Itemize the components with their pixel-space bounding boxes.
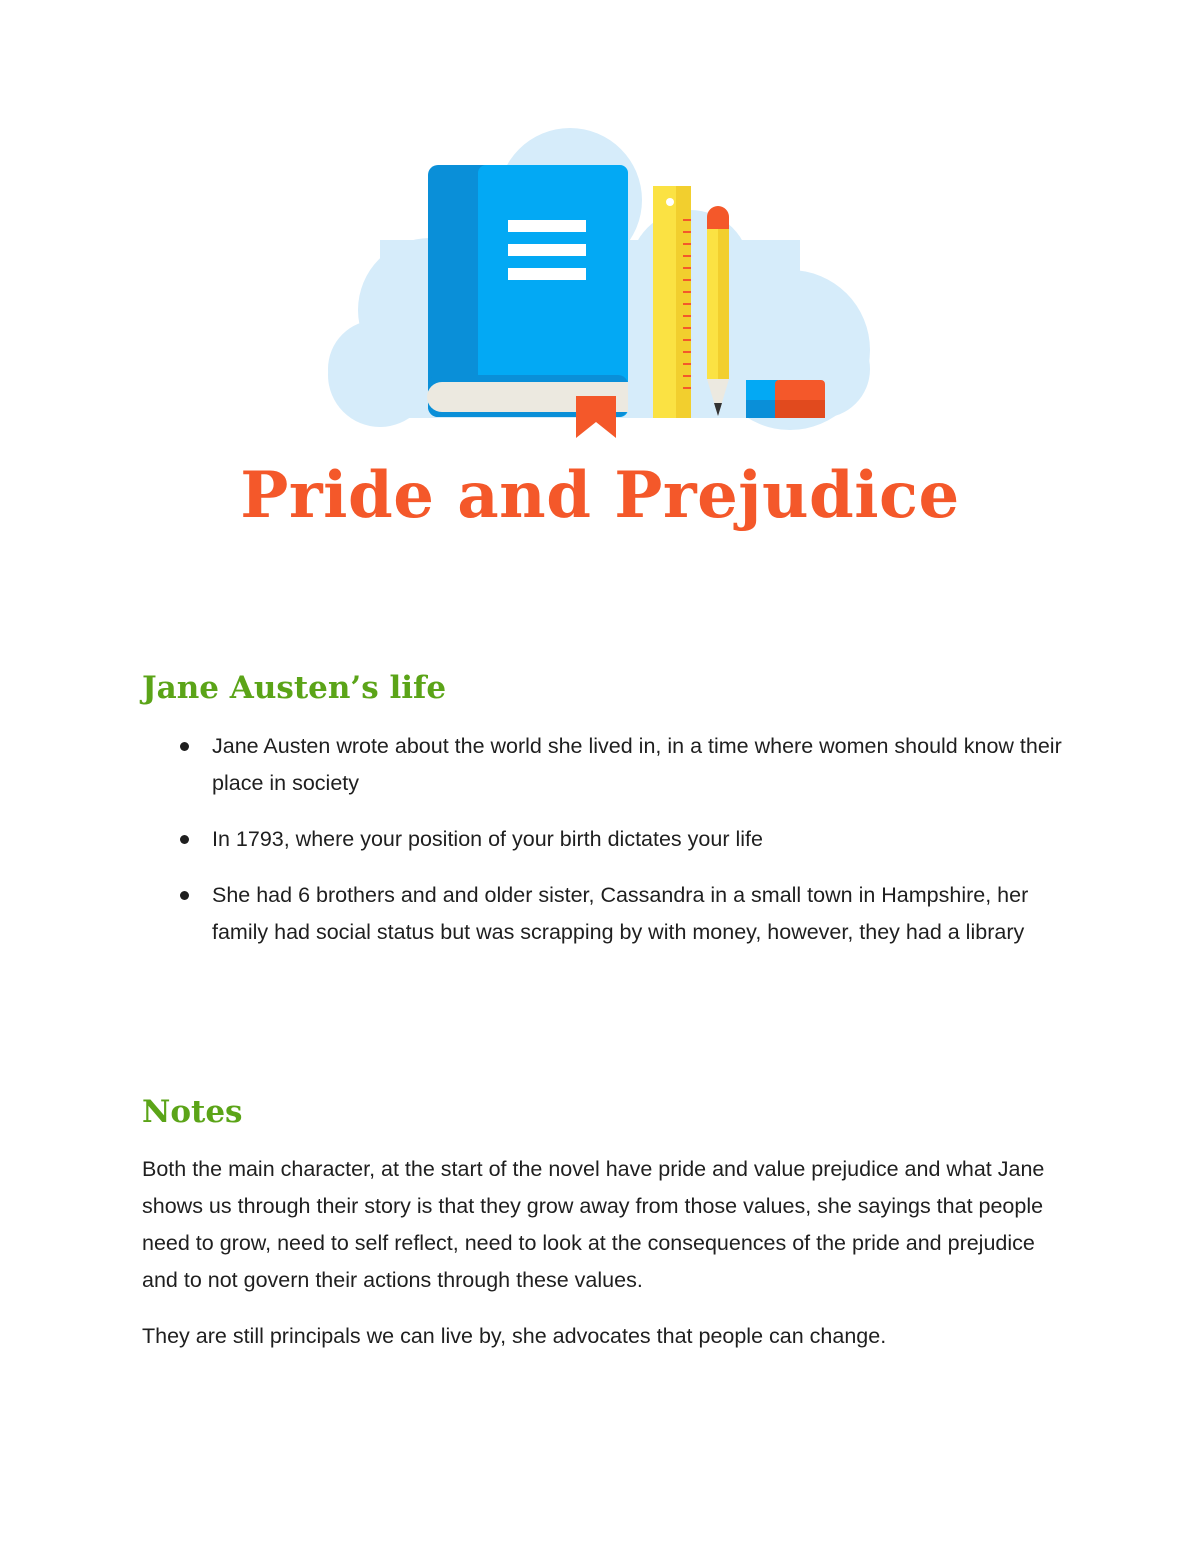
- eraser-icon: [746, 380, 825, 418]
- notes-paragraph: They are still principals we can live by, she advocates that people can change.: [142, 1324, 887, 1348]
- bookmark-icon: [576, 396, 616, 438]
- bullet-icon: [180, 891, 189, 900]
- header-illustration: [320, 120, 880, 450]
- list-item-text: She had 6 brothers and and older sister, Cassandra in a small town in Hampshire, her family had social status but was scrapping by with money, however, they had a library: [212, 883, 1029, 944]
- ruler-icon: [653, 186, 691, 418]
- book-icon: [427, 165, 628, 417]
- pencil-icon: [707, 206, 729, 416]
- bullet-icon: [180, 742, 189, 751]
- illustration-svg: [320, 120, 880, 450]
- list-item-text: Jane Austen wrote about the world she lived in, in a time where women should know their place in society: [212, 734, 1062, 795]
- section-heading-notes: Notes: [142, 1094, 243, 1130]
- notes-body: [142, 1151, 1062, 1374]
- document-title: Pride and Prejudice: [240, 458, 960, 533]
- list-item: [142, 821, 1082, 858]
- bullet-icon: [180, 835, 189, 844]
- list-item: [142, 877, 1082, 951]
- list-item-text: In 1793, where your position of your birth dictates your life: [212, 827, 763, 851]
- section-heading-life: Jane Austen’s life: [142, 670, 447, 706]
- life-bullet-list: [142, 728, 1082, 970]
- list-item: [142, 728, 1082, 802]
- notes-paragraph: Both the main character, at the start of the novel have pride and value prejudice and what Jane shows us through their story is that they grow away from those values, she sayings that people need to grow, need to self reflect, need to look at the consequences of the pride and prejudice and to not govern their actions through these values.: [142, 1157, 1045, 1292]
